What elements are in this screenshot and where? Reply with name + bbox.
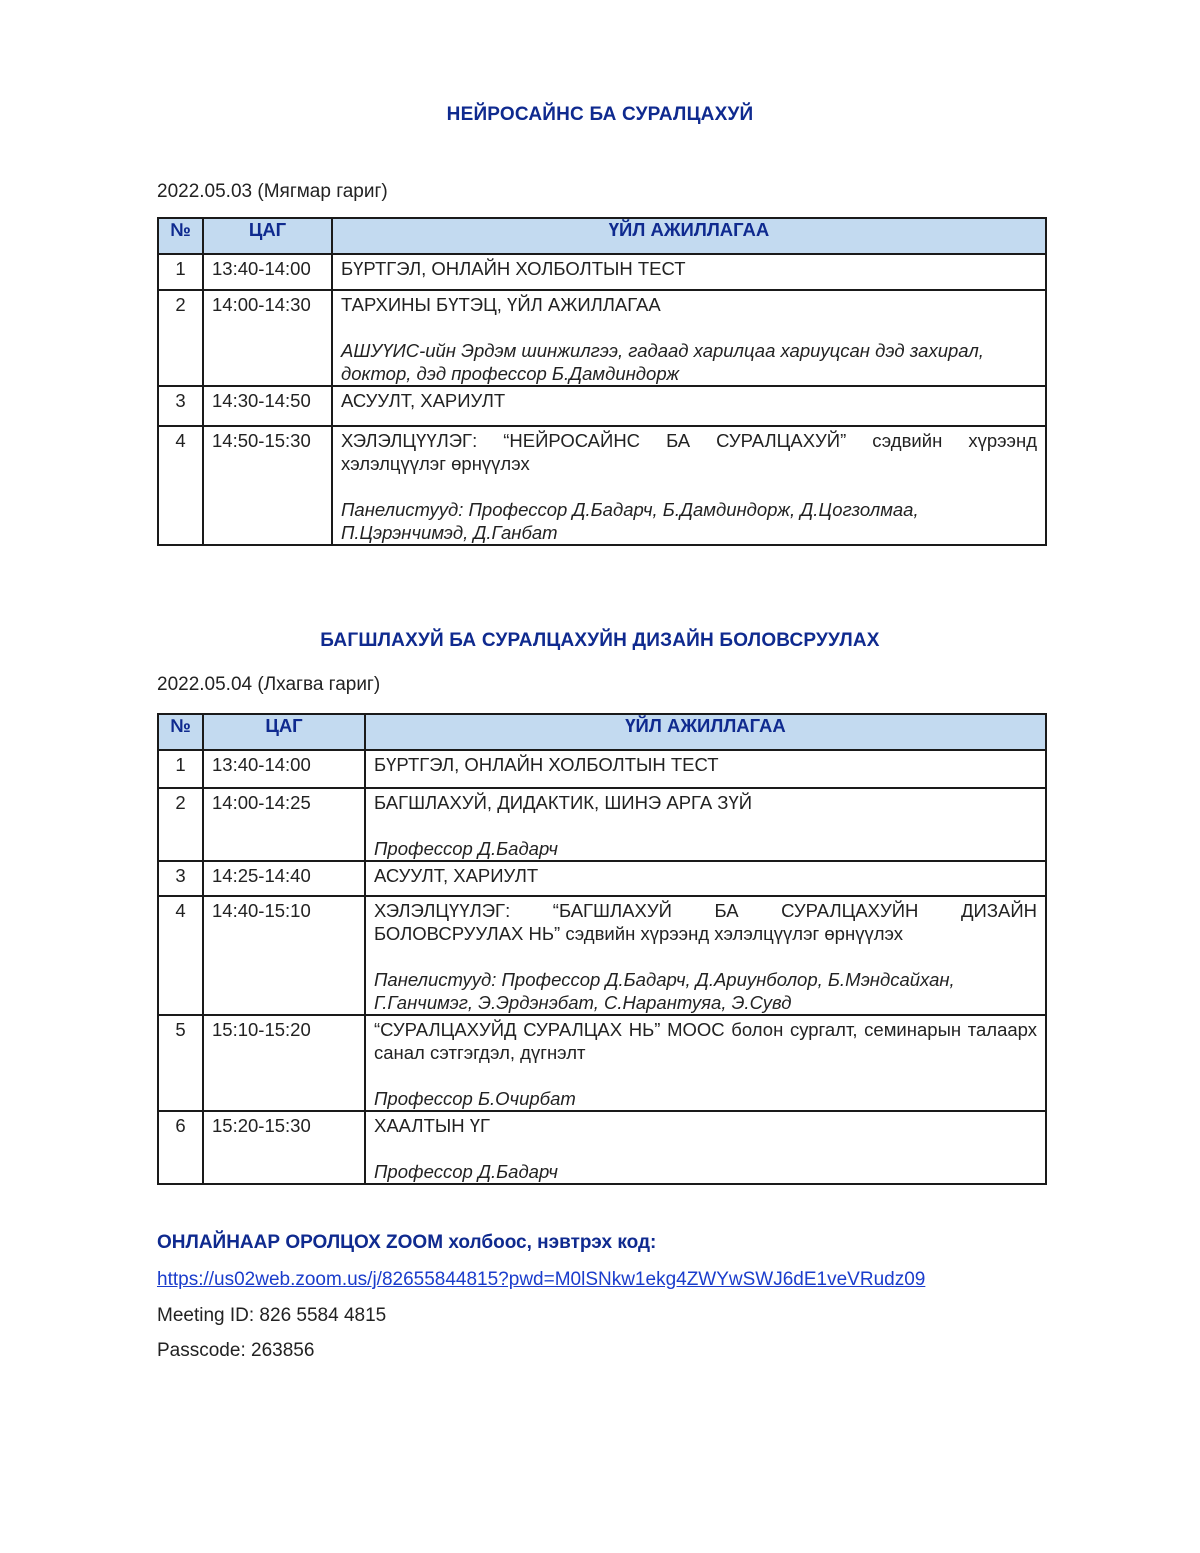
row-num: 1	[158, 750, 203, 788]
table-header-row	[158, 714, 1046, 750]
table-header-row	[158, 218, 1046, 254]
section2-title: БАГШЛАХУЙ БА СУРАЛЦАХУЙН ДИЗАЙН БОЛОВСРУУЛАХ	[320, 630, 880, 651]
activity-title: АСУУЛТ, ХАРИУЛТ	[341, 390, 506, 411]
schedule-table-day1	[157, 217, 1047, 546]
activity-title: ТАРХИНЫ БҮТЭЦ, ҮЙЛ АЖИЛЛАГАА	[341, 294, 661, 315]
row-num: 3	[158, 386, 203, 426]
row-time: 15:20-15:30	[203, 1111, 365, 1184]
activity-title: БҮРТГЭЛ, ОНЛАЙН ХОЛБОЛТЫН ТЕСТ	[374, 754, 719, 775]
activity-title: ХААЛТЫН ҮГ	[374, 1115, 491, 1136]
activity-panelists: Панелистууд: Профессор Д.Бадарч, Б.Дамдиндорж, Д.Цогзолмаа, П.Цэрэнчимэд, Д.Ганбат	[341, 499, 919, 543]
row-num: 2	[158, 290, 203, 386]
row-activity	[332, 426, 1046, 545]
table-row	[158, 896, 1046, 1015]
row-num: 3	[158, 861, 203, 896]
table-row	[158, 788, 1046, 861]
table-row	[158, 1111, 1046, 1184]
passcode: Passcode: 263856	[157, 1340, 315, 1361]
row-time: 13:40-14:00	[203, 254, 332, 290]
row-num: 4	[158, 426, 203, 545]
row-num: 4	[158, 896, 203, 1015]
activity-panelists: Панелистууд: Профессор Д.Бадарч, Д.Ариунболор, Б.Мэндсайхан, Г.Ганчимэг, Э.Эрдэнэбат, С.Нарантуяа, Э.Сувд	[374, 969, 955, 1013]
activity-speaker: Профессор Д.Бадарч	[374, 1161, 558, 1182]
row-activity	[365, 750, 1046, 788]
section1-title: НЕЙРОСАЙНС БА СУРАЛЦАХУЙ	[446, 104, 754, 125]
table-row	[158, 290, 1046, 386]
activity-title: БҮРТГЭЛ, ОНЛАЙН ХОЛБОЛТЫН ТЕСТ	[341, 258, 686, 279]
meeting-id: Meeting ID: 826 5584 4815	[157, 1305, 387, 1326]
header-activity: ҮЙЛ АЖИЛЛАГАА	[365, 714, 1046, 750]
section2-date: 2022.05.04 (Лхагва гариг)	[157, 674, 381, 695]
schedule-table-day2	[157, 713, 1047, 1185]
row-time: 14:30-14:50	[203, 386, 332, 426]
table-row	[158, 386, 1046, 426]
table-row	[158, 861, 1046, 896]
row-time: 14:50-15:30	[203, 426, 332, 545]
activity-title: АСУУЛТ, ХАРИУЛТ	[374, 865, 539, 886]
row-activity	[332, 386, 1046, 426]
row-num: 1	[158, 254, 203, 290]
section1-date: 2022.05.03 (Мягмар гариг)	[157, 181, 388, 202]
row-activity	[332, 290, 1046, 386]
table-row	[158, 750, 1046, 788]
header-time: ЦАГ	[203, 218, 332, 254]
activity-speaker: Профессор Б.Очирбат	[374, 1088, 576, 1109]
row-num: 6	[158, 1111, 203, 1184]
activity-title: ХЭЛЭЛЦҮҮЛЭГ: “НЕЙРОСАЙНС БА СУРАЛЦАХУЙ” сэдвийн хүрээнд хэлэлцүүлэг өрнүүлэх	[341, 430, 1037, 474]
table-row	[158, 1015, 1046, 1111]
table-row	[158, 254, 1046, 290]
zoom-link[interactable]: https://us02web.zoom.us/j/82655844815?pwd=M0lSNkw1ekg4ZWYwSWJ6dE1veVRudz09	[157, 1269, 926, 1290]
row-num: 2	[158, 788, 203, 861]
row-time: 15:10-15:20	[203, 1015, 365, 1111]
row-time: 14:25-14:40	[203, 861, 365, 896]
row-time: 13:40-14:00	[203, 750, 365, 788]
zoom-heading: ОНЛАЙНААР ОРОЛЦОХ ZOOM холбоос, нэвтрэх код:	[157, 1232, 657, 1253]
header-activity: ҮЙЛ АЖИЛЛАГАА	[332, 218, 1046, 254]
row-time: 14:00-14:25	[203, 788, 365, 861]
row-activity	[365, 1015, 1046, 1111]
activity-speaker: АШУҮИС-ийн Эрдэм шинжилгээ, гадаад харилцаа хариуцсан дэд захирал, доктор, дэд профессор Б.Дамдиндорж	[341, 340, 984, 384]
row-time: 14:00-14:30	[203, 290, 332, 386]
row-activity	[365, 896, 1046, 1015]
activity-title: “СУРАЛЦАХУЙД СУРАЛЦАХ НЬ” МООС болон сургалт, семинарын талаарх санал сэтгэгдэл, дүгнэлт	[374, 1019, 1037, 1063]
row-activity	[365, 788, 1046, 861]
row-activity	[365, 1111, 1046, 1184]
activity-title: ХЭЛЭЛЦҮҮЛЭГ: “БАГШЛАХУЙ БА СУРАЛЦАХУЙН ДИЗАЙН БОЛОВСРУУЛАХ НЬ” сэдвийн хүрээнд хэлэлцүүлэг өрнүүлэх	[374, 900, 1037, 944]
header-num: №	[158, 218, 203, 254]
header-num: №	[158, 714, 203, 750]
activity-speaker: Профессор Д.Бадарч	[374, 838, 558, 859]
row-time: 14:40-15:10	[203, 896, 365, 1015]
table-row	[158, 426, 1046, 545]
row-activity	[365, 861, 1046, 896]
header-time: ЦАГ	[203, 714, 365, 750]
activity-title: БАГШЛАХУЙ, ДИДАКТИК, ШИНЭ АРГА ЗҮЙ	[374, 792, 753, 813]
row-activity	[332, 254, 1046, 290]
row-num: 5	[158, 1015, 203, 1111]
